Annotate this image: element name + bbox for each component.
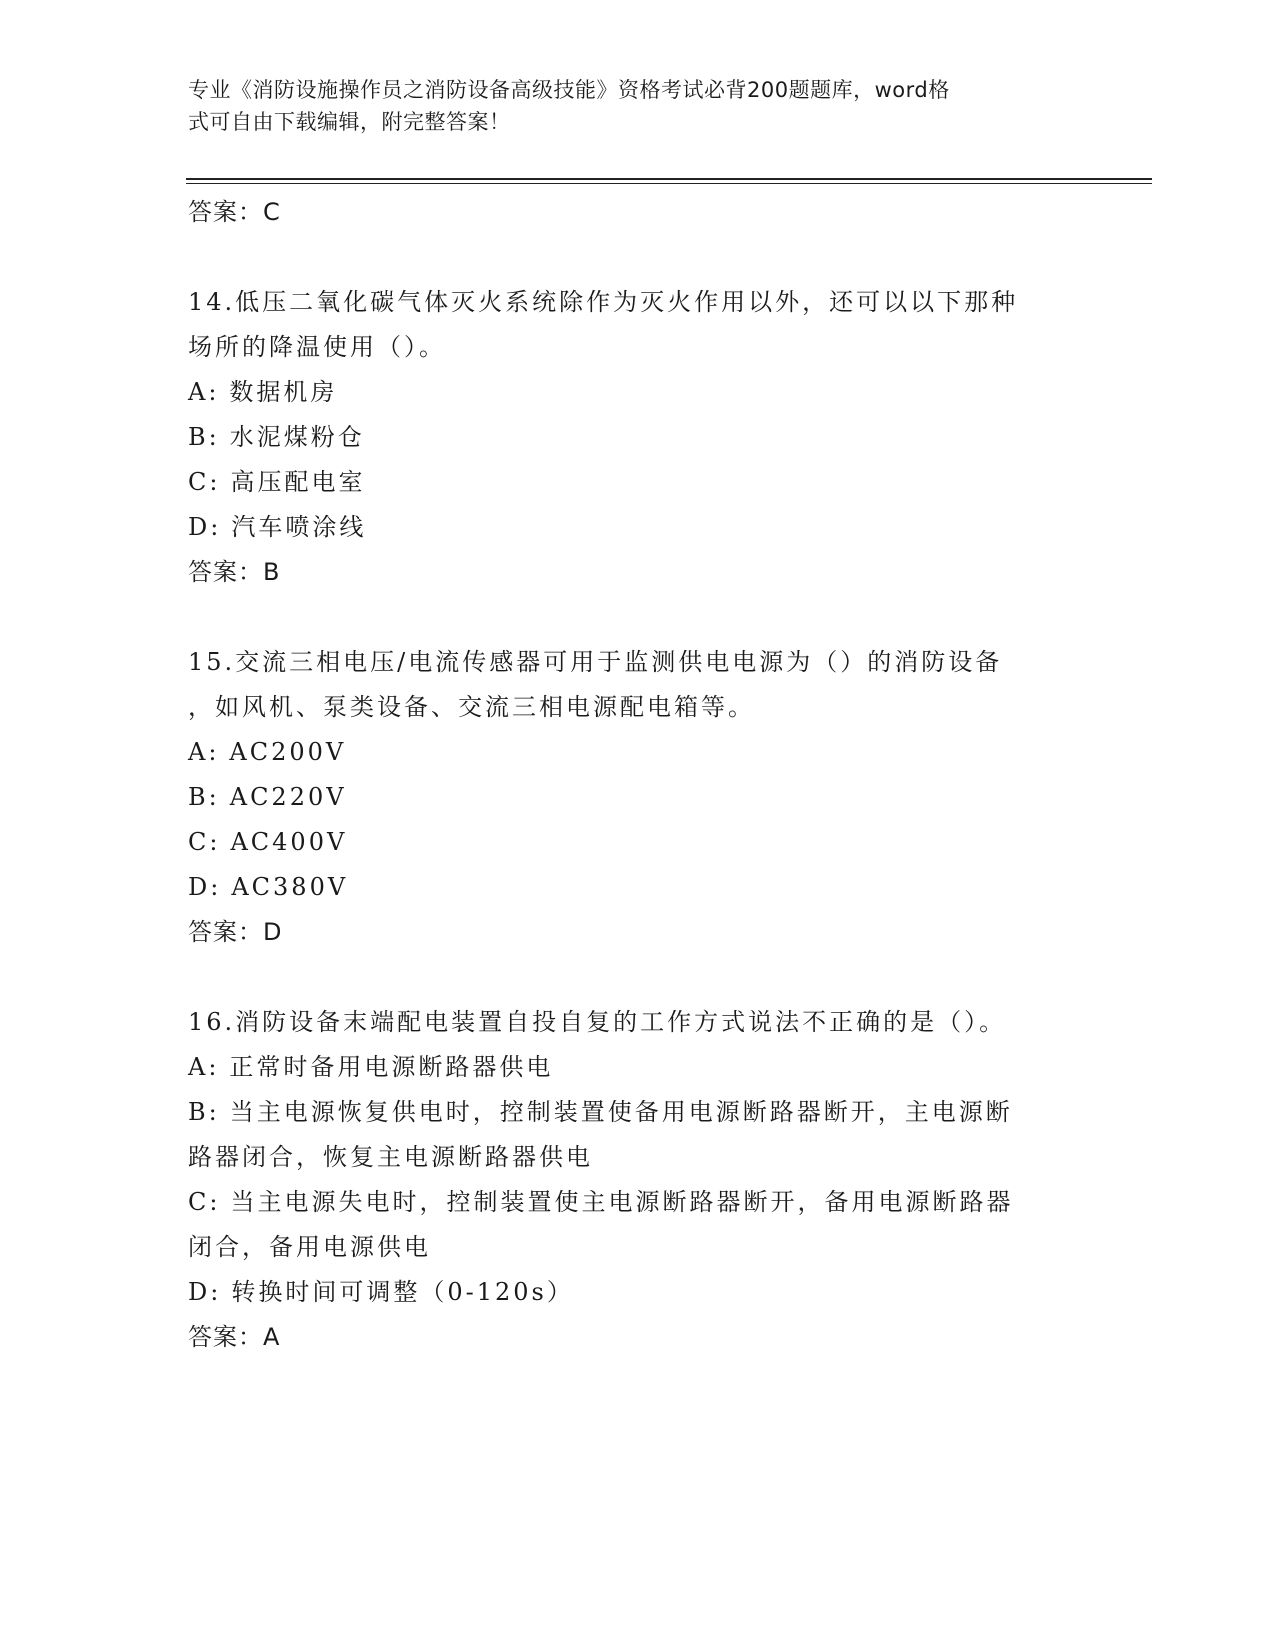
option-text: AC200V xyxy=(229,738,347,766)
document-header xyxy=(188,74,1068,138)
option-text: AC380V xyxy=(231,873,349,901)
option-letter: B: xyxy=(188,783,220,811)
answer-value: D xyxy=(263,918,283,946)
option-c xyxy=(188,820,1088,865)
answer-value: C xyxy=(263,198,281,226)
option-letter: B: xyxy=(188,423,220,451)
option-text: 汽车喷涂线 xyxy=(231,513,367,541)
header-line-2: 式可自由下载编辑，附完整答案！ xyxy=(188,110,511,134)
option-letter: B: xyxy=(188,1098,220,1126)
option-c-continued: 闭合，备用电源供电 xyxy=(188,1233,431,1261)
option-b-continued: 路器闭合，恢复主电源断路器供电 xyxy=(188,1143,593,1171)
option-text: 当主电源失电时，控制装置使主电源断路器断开，备用电源断路器 xyxy=(230,1188,1014,1216)
answer-line xyxy=(188,1315,1088,1360)
option-d xyxy=(188,865,1088,910)
option-c xyxy=(188,460,1088,505)
option-letter: D: xyxy=(188,873,222,901)
question-content xyxy=(188,190,1088,1360)
answer-value: B xyxy=(263,558,281,586)
option-letter: A: xyxy=(188,378,220,406)
option-letter: D: xyxy=(188,1278,222,1306)
answer-line xyxy=(188,190,1088,235)
question-text-line: 场所的降温使用（）。 xyxy=(188,333,446,361)
answer-label: 答案： xyxy=(188,198,263,226)
question-block xyxy=(188,280,1088,595)
option-text: AC400V xyxy=(230,828,348,856)
header-rule-thin xyxy=(186,183,1152,184)
option-c xyxy=(188,1180,1088,1225)
header-rule-thick xyxy=(186,178,1152,180)
answer-value: A xyxy=(263,1323,281,1351)
answer-label: 答案： xyxy=(188,918,263,946)
option-b xyxy=(188,415,1088,460)
question-block xyxy=(188,1000,1088,1360)
option-d xyxy=(188,1270,1088,1315)
question-text-line: 16.消防设备末端配电装置自投自复的工作方式说法不正确的是（）。 xyxy=(188,1008,1007,1036)
option-text: AC220V xyxy=(229,783,347,811)
option-text: 当主电源恢复供电时，控制装置使备用电源断路器断开，主电源断 xyxy=(229,1098,1013,1126)
answer-label: 答案： xyxy=(188,1323,263,1351)
option-text: 正常时备用电源断路器供电 xyxy=(229,1053,554,1081)
option-text: 水泥煤粉仓 xyxy=(229,423,365,451)
option-text: 数据机房 xyxy=(229,378,338,406)
option-letter: C: xyxy=(188,468,221,496)
answer-line xyxy=(188,910,1088,955)
option-letter: D: xyxy=(188,513,222,541)
question-block xyxy=(188,640,1088,955)
option-a xyxy=(188,730,1088,775)
option-letter: A: xyxy=(188,1053,220,1081)
option-letter: C: xyxy=(188,1188,221,1216)
option-d xyxy=(188,505,1088,550)
header-line-1: 专业《消防设施操作员之消防设备高级技能》资格考试必背200题题库，word格 xyxy=(188,78,950,102)
option-text: 转换时间可调整（0-120s） xyxy=(231,1278,574,1306)
question-text-line: 14.低压二氧化碳气体灭火系统除作为灭火作用以外，还可以以下那种 xyxy=(188,288,1019,316)
answer-label: 答案： xyxy=(188,558,263,586)
question-text-line: 15.交流三相电压/电流传感器可用于监测供电电源为（）的消防设备 xyxy=(188,648,1003,676)
option-b xyxy=(188,1090,1088,1135)
option-b xyxy=(188,775,1088,820)
answer-line xyxy=(188,550,1088,595)
option-a xyxy=(188,370,1088,415)
option-letter: A: xyxy=(188,738,220,766)
option-a xyxy=(188,1045,1088,1090)
option-text: 高压配电室 xyxy=(230,468,366,496)
option-letter: C: xyxy=(188,828,221,856)
question-text-line: ，如风机、泵类设备、交流三相电源配电箱等。 xyxy=(188,693,755,721)
